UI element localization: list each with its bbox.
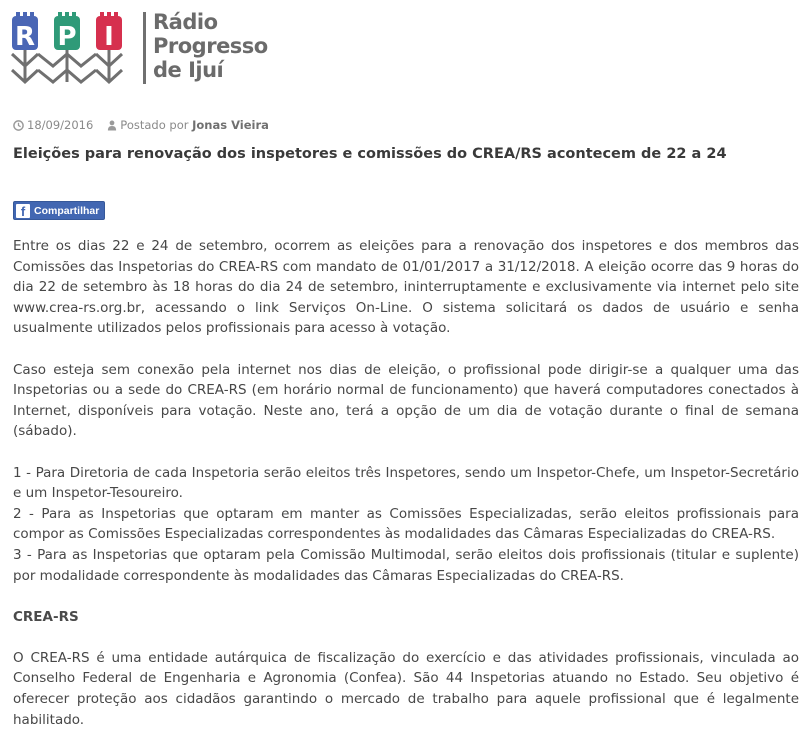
article-body — [13, 236, 799, 751]
list-item: 2 - Para as Inspetorias que optaram em manter as Comissões Especializadas, serão eleitos profissionais para compor as Comissões Especializadas correspondentes às modalidades das Câmaras Especializadas do CREA-RS. — [13, 505, 799, 543]
article-paragraph: Caso esteja sem conexão pela internet nos dias de eleição, o profissional pode dirigir-se a qualquer uma das Inspetorias ou a sede do CREA-RS (em horário normal de funcionamento) que haverá computadores conectados à Internet, disponíveis para votação. Neste ano, terá a opção de um dia de votação durante o final de semana (sábado). — [13, 361, 799, 440]
rules-list — [13, 463, 799, 587]
share-label: Compartilhar — [34, 204, 100, 217]
radio-logo-icon — [8, 10, 130, 86]
user-icon — [107, 120, 117, 131]
logo-line-2: Progresso — [153, 34, 268, 58]
section-subheading: CREA-RS — [13, 608, 79, 625]
logo-letter-p: P — [57, 22, 77, 52]
logo-letter-r: R — [14, 22, 36, 52]
logo-line-1: Rádio — [153, 10, 218, 34]
posted-by-label: Postado por — [120, 118, 189, 132]
logo-divider — [143, 12, 146, 84]
logo-wordmark — [153, 10, 268, 82]
list-item: 1 - Para Diretoria de cada Inspetoria serão eleitos três Inspetores, sendo um Inspetor-Chefe, um Inspetor-Secretário e um Inspetor-Tesoureiro. — [13, 464, 799, 502]
clock-icon — [13, 120, 24, 131]
post-author[interactable]: Jonas Vieira — [192, 118, 269, 132]
facebook-share-button[interactable] — [13, 201, 105, 220]
site-header — [8, 8, 308, 88]
closing-paragraph: O CREA-RS é uma entidade autárquica de fiscalização do exercício e das atividades profissionais, vinculada ao Conselho Federal de Engenharia e Agronomia (Confea). São 44 Inspetorias atuando no Estado. Seu objetivo é oferecer proteção aos cidadãos garantindo o mercado de trabalho para aquele profissional que é legalmente habilitado. — [13, 649, 799, 728]
article-paragraph: Entre os dias 22 e 24 de setembro, ocorrem as eleições para a renovação dos inspetores e dos membros das Comissões das Inspetorias do CREA-RS com mandato de 01/01/2017 a 31/12/2018. A eleição ocorre das 9 horas do dia 22 de setembro às 18 horas do dia 24 de setembro, ininterruptamente e exclusivamente via internet pelo site www.crea-rs.org.br, acessando o link Serviços On-Line. O sistema solicitará os dados de usuário e senha usualmente utilizados pelos profissionais para acesso à votação. — [13, 238, 799, 337]
logo-letter-i: I — [104, 22, 114, 52]
list-item: 3 - Para as Inspetorias que optaram pela Comissão Multimodal, serão eleitos dois profissionais (titular e suplente) por modalidade correspondente às modalidades das Câmaras Especializadas do CREA-RS. — [13, 546, 799, 584]
post-date: 18/09/2016 — [27, 118, 94, 132]
article-title: Eleições para renovação dos inspetores e comissões do CREA/RS acontecem de 22 a 24 — [13, 146, 727, 162]
post-meta — [13, 118, 269, 132]
facebook-icon: f — [16, 204, 30, 218]
logo-line-3: de Ijuí — [153, 58, 224, 82]
